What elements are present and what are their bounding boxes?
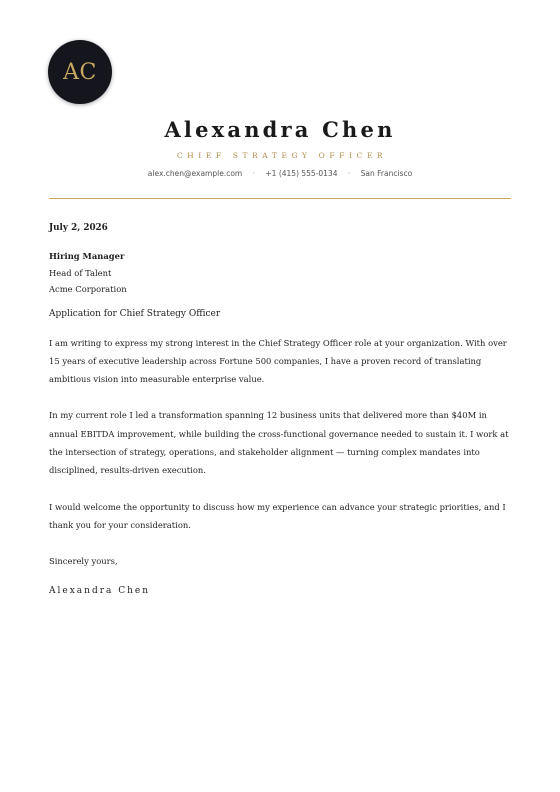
contact-line (0, 168, 560, 180)
sender-title: CHIEF STRATEGY OFFICER (176, 151, 388, 160)
contact-email: alex.chen@example.com (147, 169, 243, 178)
sender-name: Alexandra Chen (164, 117, 396, 142)
letter-signature: Alexandra Chen (49, 586, 151, 597)
letter-paragraph: I would welcome the opportunity to discuss how my experience can advance your strategic priorities, and I thank you for your consideration. (49, 501, 506, 530)
contact-phone: +1 (415) 555-0134 (265, 169, 338, 178)
monogram-avatar (48, 40, 112, 104)
recipient-title: Head of Talent (49, 267, 112, 278)
monogram-initials: AC (63, 59, 97, 85)
letter-date: July 2, 2026 (49, 223, 108, 233)
recipient-company: Acme Corporation (49, 284, 127, 294)
contact-separator: · (252, 169, 255, 178)
letterhead (0, 116, 560, 180)
letter-paragraph: I am writing to express my strong interest in the Chief Strategy Officer role at your organization. With over 15 years of executive leadership across Fortune 500 companies, I have a proven record of translating ambitious vision into measurable enterprise value. (49, 337, 507, 385)
letter-paragraph: In my current role I led a transformation spanning 12 business units that delivered more than $40M in annual EBITDA improvement, while building the cross-functional governance needed to sustain it. I work at the intersection of strategy, operations, and stakeholder alignment — turning complex mandates into disciplined, results-driven execution. (49, 410, 509, 476)
letter-closing: Sincerely yours, (49, 556, 118, 567)
recipient-block (49, 248, 511, 298)
letter-subject: Application for Chief Strategy Officer (49, 308, 221, 319)
contact-location: San Francisco (360, 169, 413, 178)
header-divider (49, 198, 511, 199)
recipient-name: Hiring Manager (49, 251, 125, 261)
letter-body (49, 220, 511, 601)
contact-separator: · (347, 169, 351, 178)
